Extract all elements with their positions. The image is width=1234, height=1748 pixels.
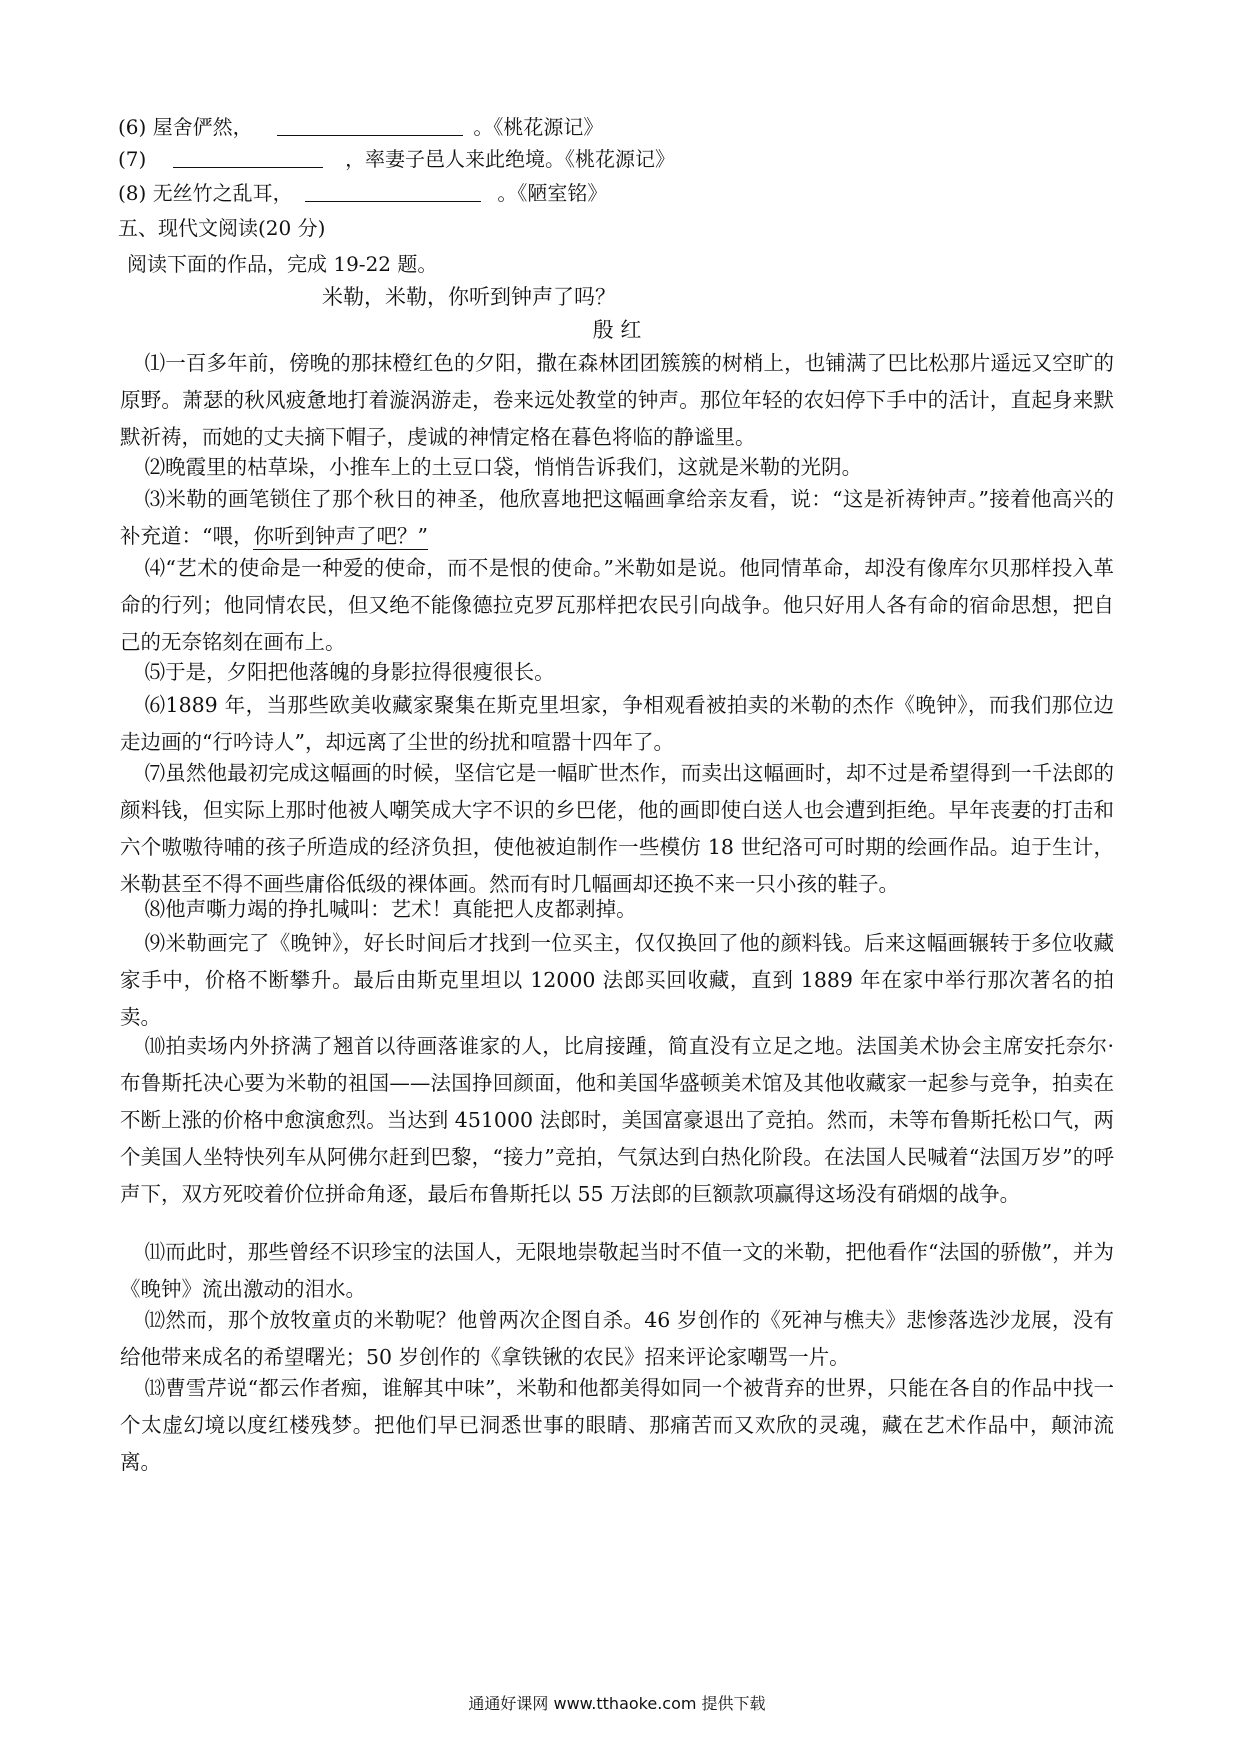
paragraph-12: ⑿然而，那个放牧童贞的米勒呢？他曾两次企图自杀。46 岁创作的《死神与樵夫》悲惨落选沙龙展，没有给他带来成名的希望曙光；50 岁创作的《拿铁锹的农民》招来评论家嘲骂一片。	[120, 1308, 1114, 1369]
answer-blank-6[interactable]	[277, 115, 463, 136]
article-title: 米勒，米勒，你听到钟声了吗？	[322, 285, 616, 309]
question-6-prefix: (6) 屋舍俨然，	[118, 115, 253, 139]
paragraph-9: ⑼米勒画完了《晚钟》，好长时间后才找到一位买主，仅仅换回了他的颜料钱。后来这幅画辗转于多位收藏家手中，价格不断攀升。最后由斯克里坦以 12000 法郎买回收藏，直到 1889 年在家中举行那次著名的拍卖。	[120, 931, 1114, 1029]
question-6-suffix: 。《桃花源记》	[473, 115, 604, 139]
paragraph-5: ⑸于是，夕阳把他落魄的身影拉得很瘦很长。	[144, 660, 555, 684]
reading-instruction: 阅读下面的作品，完成 19-22 题。	[127, 252, 438, 276]
question-7	[118, 145, 675, 173]
paragraph-3-text: ⑶米勒的画笔锁住了那个秋日的神圣，他欣喜地把这幅画拿给亲友看，说：“这是祈祷钟声。”接着他高兴的补充道：“喂，	[120, 487, 1114, 548]
question-8	[118, 179, 607, 207]
paragraph-1: ⑴一百多年前，傍晚的那抹橙红色的夕阳，撒在森林团团簇簇的树梢上，也铺满了巴比松那片遥远又空旷的原野。萧瑟的秋风疲惫地打着漩涡游走，卷来远处教堂的钟声。那位年轻的农妇停下手中的活计，直起身来默默祈祷，而她的丈夫摘下帽子，虔诚的神情定格在暮色将临的静谧里。	[120, 351, 1114, 449]
paragraph-10: ⑽拍卖场内外挤满了翘首以待画落谁家的人，比肩接踵，简直没有立足之地。法国美术协会主席安托奈尔·布鲁斯托决心要为米勒的祖国——法国挣回颜面，他和美国华盛顿美术馆及其他收藏家一起参与竞争，拍卖在不断上涨的价格中愈演愈烈。当达到 451000 法郎时，美国富豪退出了竞拍。然而，未等布鲁斯托松口气，两个美国人坐特快列车从阿佛尔赶到巴黎，“接力”竞拍，气氛达到白热化阶段。在法国人民喊着“法国万岁”的呼声下，双方死咬着价位拼命角逐，最后布鲁斯托以 55 万法郎的巨额款项赢得这场没有硝烟的战争。	[120, 1034, 1114, 1206]
question-6	[118, 113, 603, 141]
paragraph-4: ⑷“艺术的使命是一种爱的使命，而不是恨的使命。”米勒如是说。他同情革命，却没有像库尔贝那样投入革命的行列；他同情农民，但又绝不能像德拉克罗瓦那样把农民引向战争。他只好用人各有命的宿命思想，把自己的无奈铭刻在画布上。	[120, 556, 1114, 654]
paragraph-7: ⑺虽然他最初完成这幅画的时候，坚信它是一幅旷世杰作，而卖出这幅画时，却不过是希望得到一千法郎的颜料钱，但实际上那时他被人嘲笑成大字不识的乡巴佬，他的画即使白送人也会遭到拒绝。早年丧妻的打击和六个嗷嗷待哺的孩子所造成的经济负担，使他被迫制作一些模仿 18 世纪洛可可时期的绘画作品。迫于生计，米勒甚至不得不画些庸俗低级的裸体画。然而有时几幅画却还换不来一只小孩的鞋子。	[120, 761, 1114, 896]
answer-blank-7[interactable]	[173, 147, 323, 168]
question-8-prefix: (8) 无丝竹之乱耳，	[118, 181, 293, 205]
article-author: 殷 红	[592, 318, 642, 342]
paragraph-13: ⒀曹雪芹说“都云作者痴，谁解其中味”，米勒和他都美得如同一个被背弃的世界，只能在各自的作品中找一个太虚幻境以度红楼残梦。把他们早已洞悉世事的眼睛、那痛苦而又欢欣的灵魂，藏在艺术作品中，颠沛流离。	[120, 1376, 1114, 1474]
paragraph-8: ⑻他声嘶力竭的挣扎喊叫：艺术！真能把人皮都剥掉。	[144, 897, 637, 921]
footer-source: 通通好课网 www.tthaoke.com 提供下载	[468, 1694, 766, 1713]
answer-blank-8[interactable]	[305, 181, 481, 202]
paragraph-11: ⑾而此时，那些曾经不识珍宝的法国人，无限地崇敬起当时不值一文的米勒，把他看作“法国的骄傲”，并为《晚钟》流出激动的泪水。	[120, 1240, 1114, 1301]
question-7-suffix: ，率妻子邑人来此绝境。《桃花源记》	[345, 147, 676, 171]
underlined-question-phrase: 你听到钟声了吧？”	[253, 524, 428, 548]
paragraph-2: ⑵晚霞里的枯草垛，小推车上的土豆口袋，悄悄告诉我们，这就是米勒的光阴。	[144, 455, 863, 479]
section-title: 五、现代文阅读(20 分)	[118, 216, 326, 240]
paragraph-3	[120, 481, 1114, 555]
question-7-prefix: (7)	[118, 147, 147, 171]
question-8-suffix: 。《陋室铭》	[497, 181, 608, 205]
paragraph-6: ⑹1889 年，当那些欧美收藏家聚集在斯克里坦家，争相观看被拍卖的米勒的杰作《晚钟》，而我们那位边走边画的“行吟诗人”，却远离了尘世的纷扰和喧嚣十四年了。	[120, 693, 1114, 754]
